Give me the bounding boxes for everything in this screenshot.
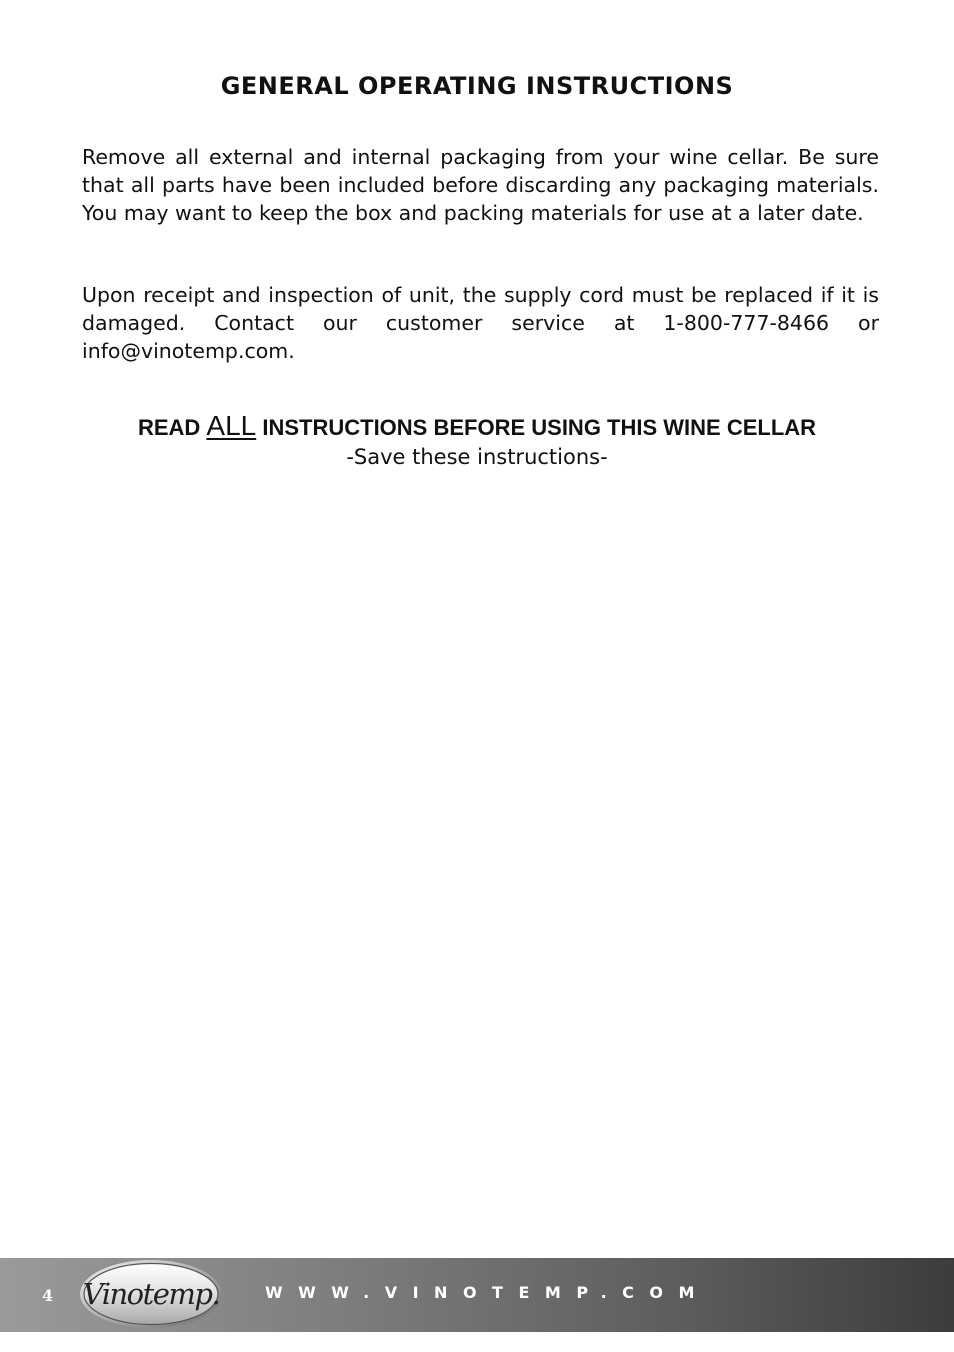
notice-prefix: READ	[137, 415, 201, 440]
read-all-notice	[0, 410, 954, 442]
vinotemp-logo-icon	[78, 1258, 224, 1330]
page-title: GENERAL OPERATING INSTRUCTIONS	[220, 72, 734, 100]
notice-emphasis: ALL	[206, 410, 257, 441]
page-number: 4	[42, 1286, 54, 1305]
footer-bar	[0, 1258, 954, 1332]
save-instructions-note: -Save these instructions-	[346, 445, 608, 469]
packaging-paragraph: Remove all external and internal packaging from your wine cellar. Be sure that all parts have been included before discarding any packaging materials. You may want to keep the box and packing materials for use at a later date.	[82, 145, 879, 225]
notice-suffix: INSTRUCTIONS BEFORE USING THIS WINE CELLAR	[262, 415, 817, 440]
website-url: WWW.VINOTEMP.COM	[265, 1283, 710, 1302]
logo-wordmark: Vinotemp.	[82, 1277, 220, 1311]
supply-cord-paragraph: Upon receipt and inspection of unit, the supply cord must be replaced if it is damaged. Contact our customer service at 1-800-777-8466 or info@vinotemp.com.	[82, 283, 879, 363]
